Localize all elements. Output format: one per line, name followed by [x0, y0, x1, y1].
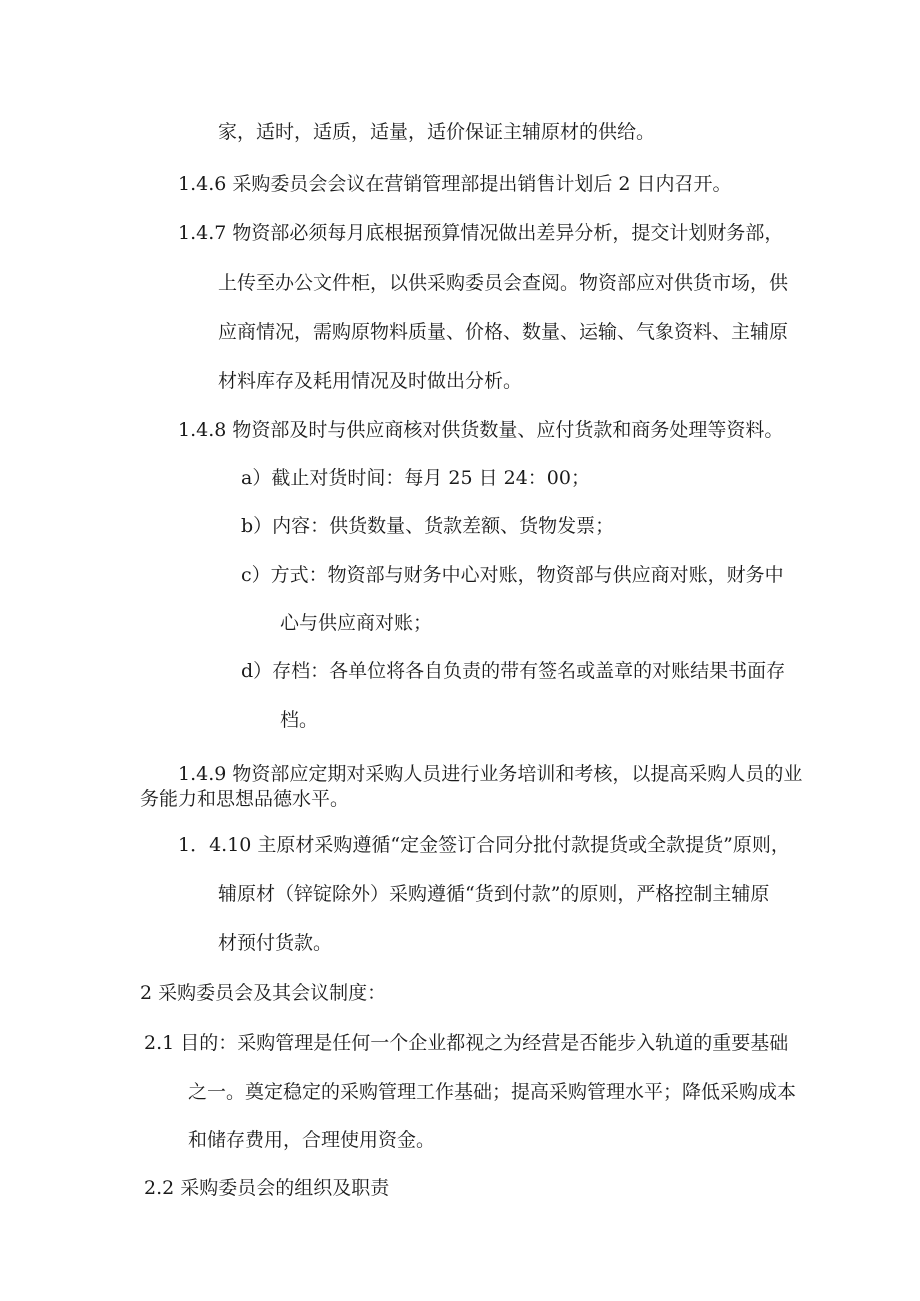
line-18: 材预付货款。 — [218, 932, 333, 954]
line-8: a）截止对货时间：每月 25 日 24：00； — [241, 467, 590, 489]
line-22: 和储存费用，合理使用资金。 — [188, 1129, 436, 1151]
line-14: 1.4.9 物资部应定期对采购人员进行业务培训和考核，以提高采购人员的业 — [178, 763, 803, 785]
line-5: 应商情况，需购原物料质量、价格、数量、运输、气象资料、主辅原 — [218, 321, 789, 343]
line-3: 1.4.7 物资部必须每月底根据预算情况做出差异分析，提交计划财务部， — [178, 222, 784, 244]
line-12: d）存档：各单位将各自负责的带有签名或盖章的对账结果书面存 — [241, 660, 786, 682]
line-1: 家，适时，适质，适量，适价保证主辅原材的供给。 — [218, 121, 656, 143]
line-2: 1.4.6 采购委员会会议在营销管理部提出销售计划后 2 日内召开。 — [178, 173, 732, 195]
line-10: c）方式：物资部与财务中心对账，物资部与供应商对账，财务中 — [241, 564, 784, 586]
line-16: 1．4.10 主原材采购遵循“定金签订合同分批付款提货或全款提货”原则， — [178, 834, 790, 856]
line-19: 2 采购委员会及其会议制度： — [140, 982, 387, 1004]
line-6: 材料库存及耗用情况及时做出分析。 — [218, 370, 523, 392]
line-21: 之一。奠定稳定的采购管理工作基础；提高采购管理水平；降低采购成本 — [188, 1081, 797, 1103]
line-4: 上传至办公文件柜，以供采购委员会查阅。物资部应对供货市场，供 — [218, 272, 789, 294]
line-13: 档。 — [280, 709, 319, 731]
line-17: 辅原材（锌锭除外）采购遵循“货到付款”的原则，严格控制主辅原 — [218, 883, 770, 905]
line-23: 2.2 采购委员会的组织及职责 — [144, 1177, 390, 1199]
line-11: 心与供应商对账； — [280, 612, 433, 634]
line-20: 2.1 目的：采购管理是任何一个企业都视之为经营是否能步入轨道的重要基础 — [144, 1032, 789, 1054]
line-9: b）内容：供货数量、货款差额、货物发票； — [241, 515, 615, 537]
line-7: 1.4.8 物资部及时与供应商核对供货数量、应付货款和商务处理等资料。 — [178, 419, 784, 441]
line-15: 务能力和思想品德水平。 — [140, 788, 350, 810]
